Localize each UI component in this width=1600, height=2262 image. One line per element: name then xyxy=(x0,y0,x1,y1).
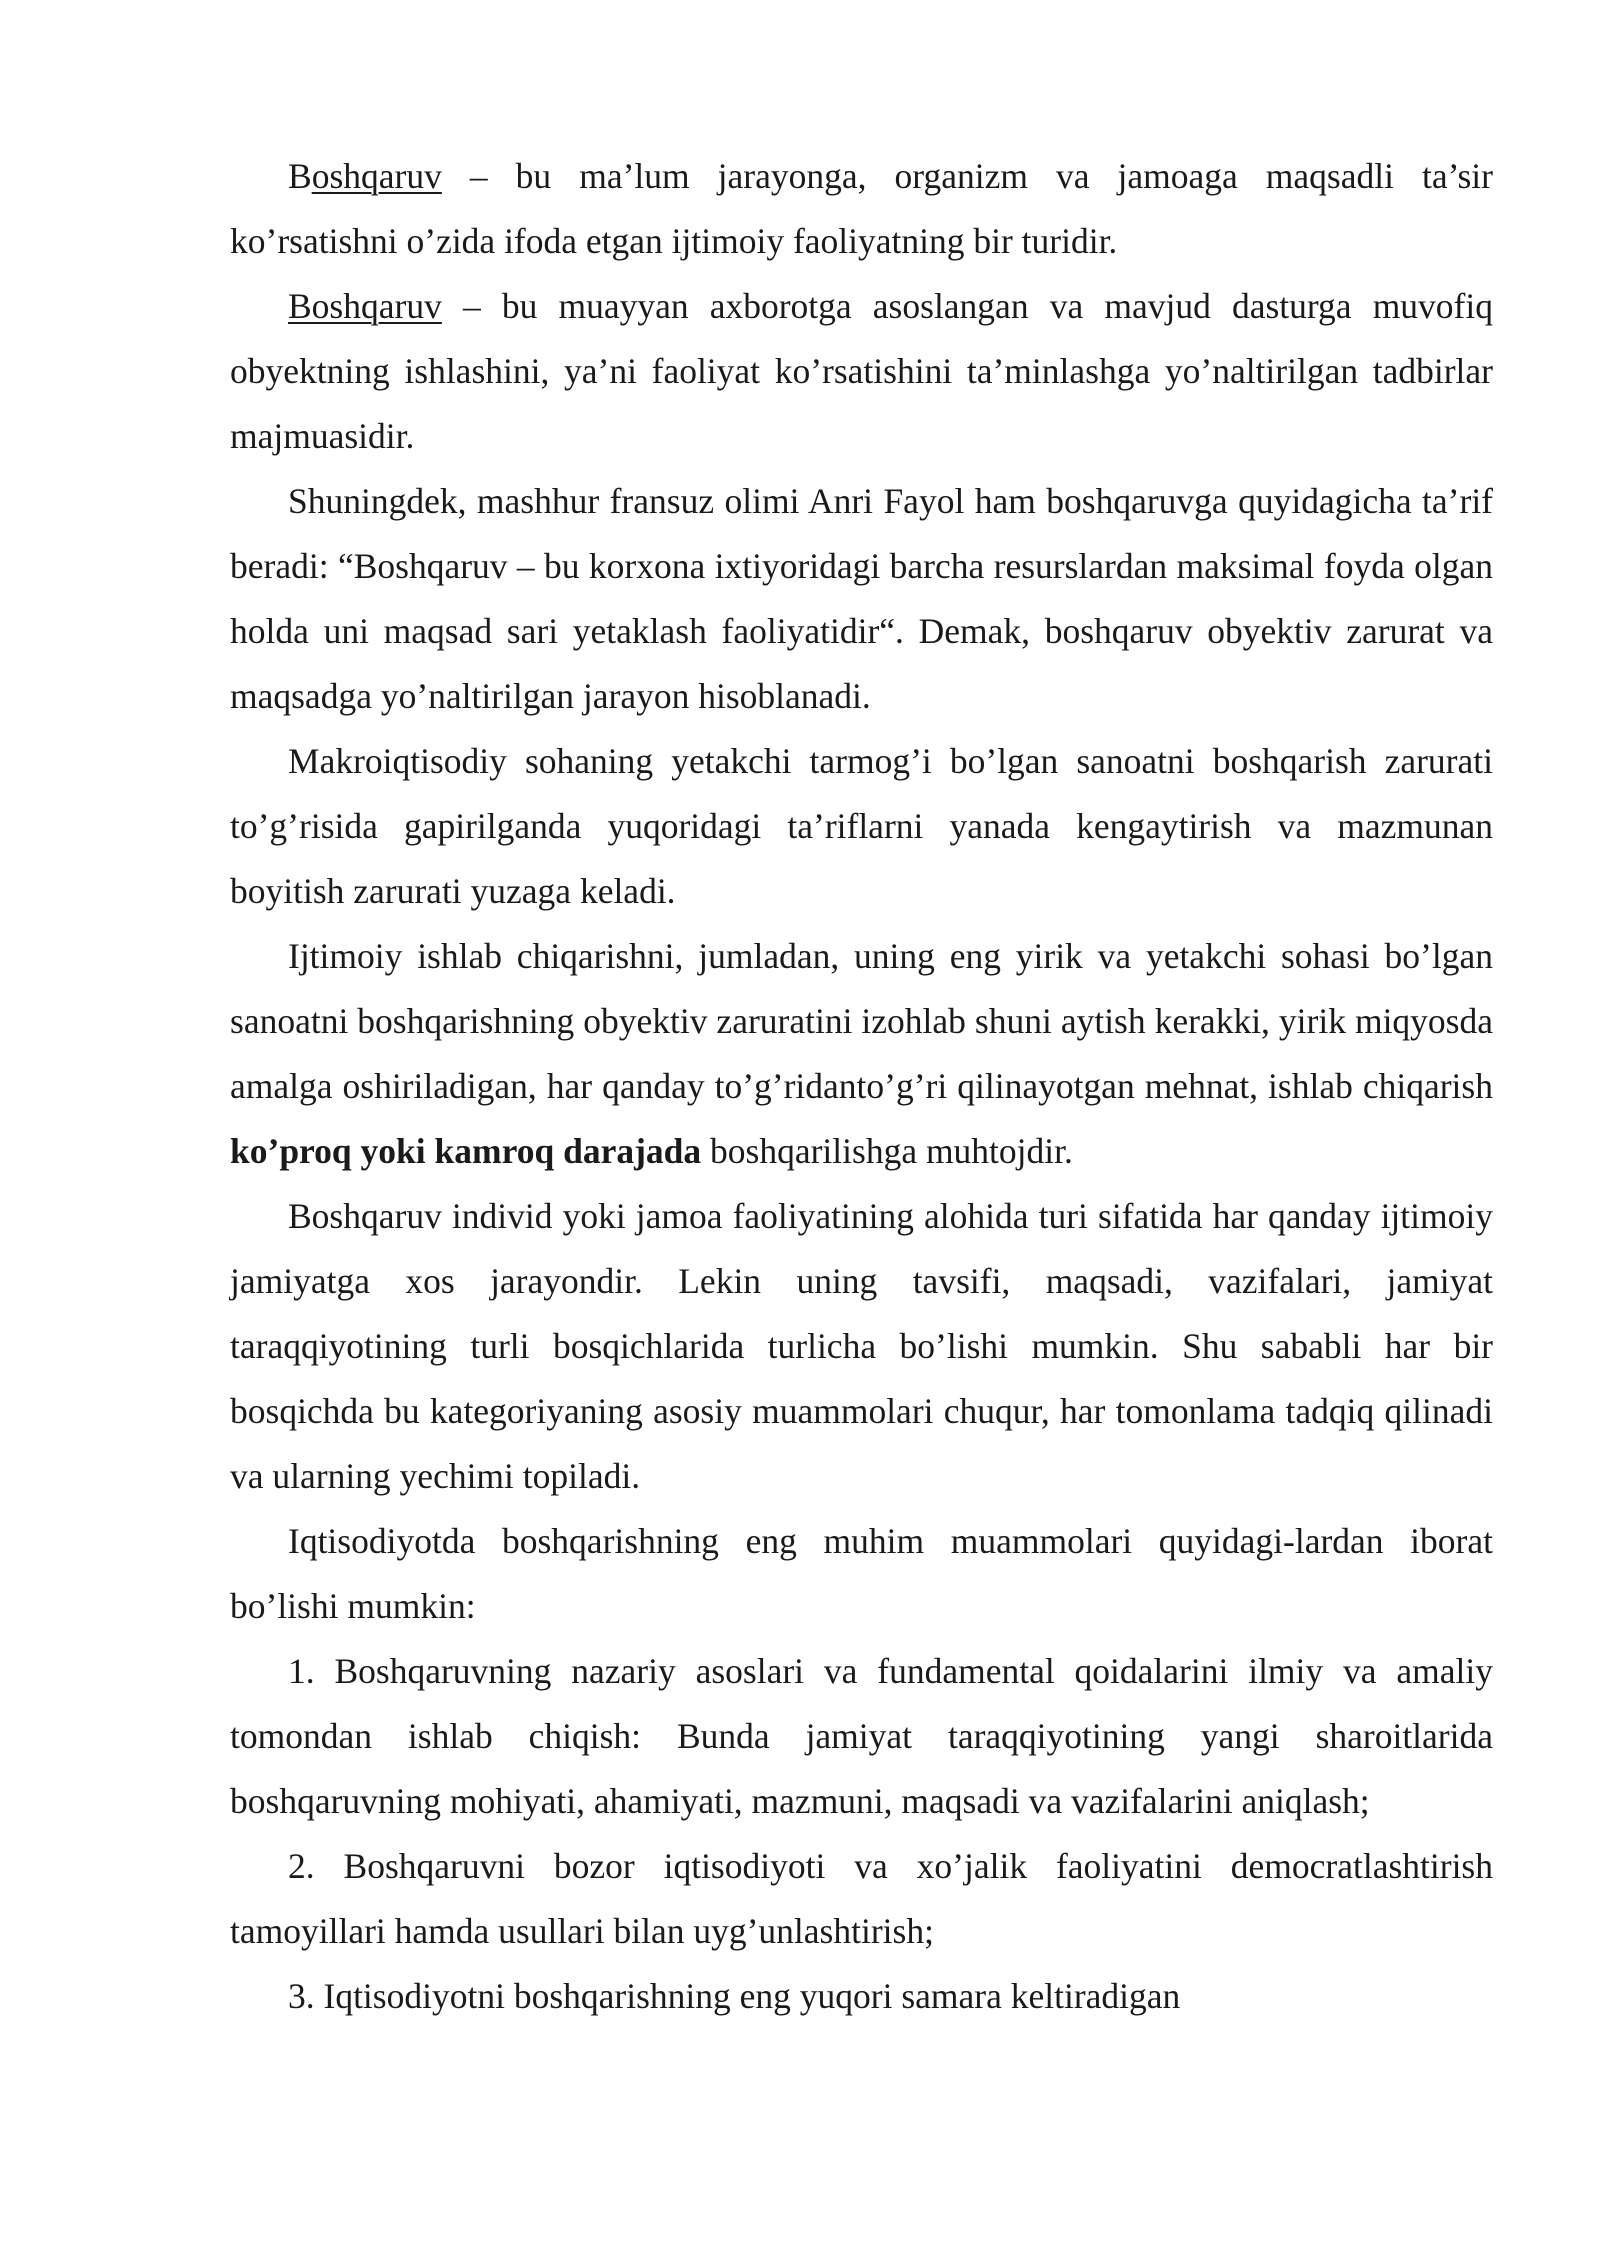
paragraph-text: boshqarilishga muhtojdir. xyxy=(701,1131,1073,1171)
definition-text: – bu ma’lum jarayonga, organizm va jamoaga maqsadli ta’sir ko’rsatishni o’zida ifoda etgan ijtimoiy faoliyatning bir turidir. xyxy=(230,156,1493,261)
list-item: 3. Iqtisodiyotni boshqarishning eng yuqori samara keltiradigan xyxy=(288,1976,1181,2016)
paragraph-industry: Makroiqtisodiy sohaning yetakchi tarmog’i bo’lgan sanoatni boshqarish zarurati to’g’risida gapirilganda yuqoridagi ta’riflarni yanada kengaytirish va mazmunan boyitish zarurati yuzaga keladi. xyxy=(230,741,1493,911)
paragraph-society: Boshqaruv individ yoki jamoa faoliyatining alohida turi sifatida har qanday ijtimoiy jamiyatga xos jarayondir. Lekin uning tavsifi, maqsadi, vazifalari, jamiyat taraqqiyotining turli bosqichlarida turlicha bo’lishi mumkin. Shu sababli har bir bosqichda bu kategoriyaning asosiy muammolari chuqur, har tomonlama tadqiq qilinadi va ularning yechimi topiladi. xyxy=(230,1196,1493,1496)
paragraph-production xyxy=(230,924,1493,1184)
bold-phrase: ko’proq yoki kamroq darajada xyxy=(230,1131,702,1171)
list-item: 1. Boshqaruvning nazariy asoslari va fundamental qoidalarini ilmiy va amaliy tomondan ishlab chiqish: Bunda jamiyat taraqqiyotining yangi sharoitlarida boshqaruvning mohiyati, ahamiyati, mazmuni, maqsadi va vazifalarini aniqlash; xyxy=(230,1651,1493,1821)
term-underlined: Boshqaruv xyxy=(288,286,442,326)
document-page xyxy=(230,144,1493,2029)
definition-text: – bu muayyan axborotga asoslangan va mavjud dasturga muvofiq obyektning ishlashini, ya’ni faoliyat ko’rsatishini ta’minlashga yo’naltirilgan tadbirlar majmuasidir. xyxy=(230,286,1493,456)
paragraph-fayol-quote: Shuningdek, mashhur fransuz olimi Anri Fayol ham boshqaruvga quyidagicha ta’rif beradi: “Boshqaruv – bu korxona ixtiyoridagi barcha resurslardan maksimal foyda olgan holda uni maqsad sari yetaklash faoliyatidir“. Demak, boshqaruv obyektiv zarurat va maqsadga yo’naltirilgan jarayon hisoblanadi. xyxy=(230,481,1493,716)
term-underlined: oshqaruv xyxy=(311,156,442,196)
paragraph-definition-1 xyxy=(230,144,1493,274)
paragraph-problems-intro: Iqtisodiyotda boshqarishning eng muhim muammolari quyidagi-lardan iborat bo’lishi mumkin: xyxy=(230,1521,1493,1626)
term-first-letter: B xyxy=(288,156,312,196)
list-item: 2. Boshqaruvni bozor iqtisodiyoti va xo’jalik faoliyatini democratlashtirish tamoyillari hamda usullari bilan uyg’unlashtirish; xyxy=(230,1846,1493,1951)
paragraph-text: Ijtimoiy ishlab chiqarishni, jumladan, uning eng yirik va yetakchi sohasi bo’lgan sanoatni boshqarishning obyektiv zaruratini izohlab shuni aytish kerakki, yirik miqyosda amalga oshiriladigan, har qanday to’g’ridanto’g’ri qilinayotgan mehnat, ishlab chiqarish xyxy=(230,936,1493,1106)
paragraph-definition-2 xyxy=(230,274,1493,469)
